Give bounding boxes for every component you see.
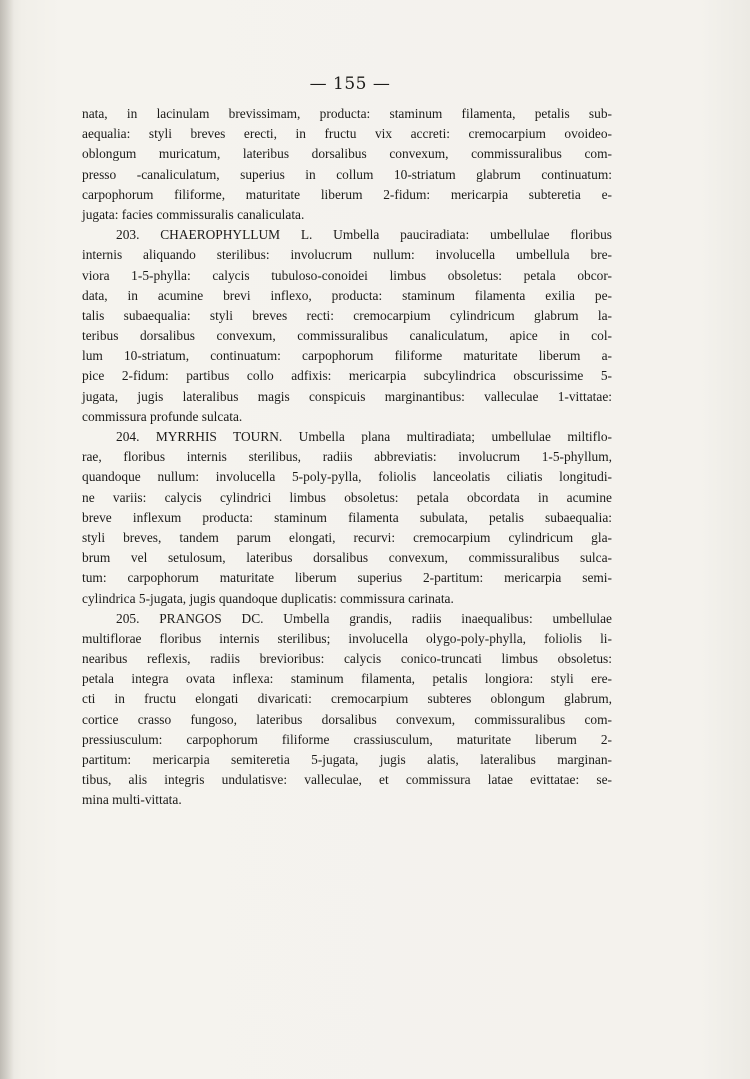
text-line: jugata, jugis lateralibus magis conspicuis marginantibus: valleculae 1-vittatae: <box>82 388 612 404</box>
text-line: quandoque nullum: involucella 5-poly-pylla, foliolis lanceolatis ciliatis longitudi- <box>82 469 612 485</box>
myrrhis-entry <box>82 427 612 609</box>
chaerophyllum-entry <box>82 225 612 427</box>
text-line: 204. MYRRHIS TOURN. Umbella plana multiradiata; umbellulae miltiflo- <box>116 429 612 444</box>
text-line: cylindrica 5-jugata, jugis quandoque duplicatis: commissura carinata. <box>82 590 454 606</box>
text-line: breve inflexum producta: staminum filamenta subulata, petalis subaequalia: <box>82 509 612 525</box>
text-line: talis subaequalia: styli breves recti: cremocarpium cylindricum glabrum la- <box>82 307 612 323</box>
page-number: — 155 — <box>309 74 391 94</box>
text-line: mina multi-vittata. <box>82 792 182 808</box>
text-line: pice 2-fidum: partibus collo adfixis: mericarpia subcylindrica obscurissime 5- <box>82 368 612 384</box>
text-line: ne variis: calycis cylindrici limbus obsoletus: petala obcordata in acumine <box>82 489 612 505</box>
text-line: viora 1-5-phylla: calycis tubuloso-conoidei limbus obsoletus: petala obcor- <box>82 267 612 283</box>
text-line: nearibus reflexis, radiis brevioribus: calycis conico-truncati limbus obsoletus: <box>82 651 612 667</box>
text-line: rae, floribus internis sterilibus, radiis abbreviatis: involucrum 1-5-phyllum, <box>82 449 612 465</box>
text-line: aequalia: styli breves erecti, in fructu vix accreti: cremocarpium ovoideo- <box>82 126 612 142</box>
text-line: partitum: mericarpia semiteretia 5-jugata, jugis alatis, lateralibus marginan- <box>82 752 612 767</box>
text-line: commissura profunde sulcata. <box>82 408 243 424</box>
text-line: data, in acumine brevi inflexo, producta: staminum filamenta exilia pe- <box>82 287 612 303</box>
text-line: carpophorum filiforme, maturitate liberum 2-fidum: mericarpia subteretia e- <box>82 186 612 202</box>
text-line: 203. CHAEROPHYLLUM L. Umbella pauciradiata: umbellulae floribus <box>116 227 612 243</box>
text-line: brum vel setulosum, lateribus dorsalibus convexum, commissuralibus sulca- <box>82 550 612 566</box>
text-line: oblongum muricatum, lateribus dorsalibus convexum, commissuralibus com- <box>82 146 612 162</box>
text-line: teribus dorsalibus convexum, commissuralibus canaliculatum, apice in col- <box>82 328 612 344</box>
text-line: internis aliquando sterilibus: involucrum nullum: involucella umbellula bre- <box>82 247 612 263</box>
text-line: styli breves, tandem parum elongati, recurvi: cremocarpium cylindricum gla- <box>82 529 612 545</box>
body-text <box>82 104 612 811</box>
text-line: tum: carpophorum maturitate liberum superius 2-partitum: mericarpia semi- <box>82 570 612 586</box>
text-line: pressiusculum: carpophorum filiforme crassiusculum, maturitate liberum 2- <box>82 731 612 747</box>
text-line: cortice crasso fungoso, lateribus dorsalibus convexum, commissuralibus com- <box>82 711 612 727</box>
intro-paragraph <box>82 104 612 225</box>
text-line: nata, in lacinulam brevissimam, producta: staminum filamenta, petalis sub- <box>82 106 612 121</box>
prangos-entry <box>82 609 612 811</box>
gutter-shadow <box>0 0 14 1079</box>
text-line: cti in fructu elongati divaricati: cremocarpium subteres oblongum glabrum, <box>82 691 612 707</box>
text-line: 205. PRANGOS DC. Umbella grandis, radiis inaequalibus: umbellulae <box>116 610 612 626</box>
text-line: jugata: facies commissuralis canaliculata. <box>82 206 305 222</box>
text-line: presso -canaliculatum, superius in collum 10-striatum glabrum continuatum: <box>82 166 612 182</box>
text-line: petala integra ovata inflexa: staminum filamenta, petalis longiora: styli ere- <box>82 671 612 687</box>
text-line: lum 10-striatum, continuatum: carpophorum filiforme maturitate liberum a- <box>82 348 612 364</box>
text-line: multiflorae floribus internis sterilibus; involucella olygo-poly-phylla, foliolis li- <box>82 630 612 646</box>
text-line: tibus, alis integris undulatisve: valleculae, et commissura latae evittatae: se- <box>82 772 612 788</box>
